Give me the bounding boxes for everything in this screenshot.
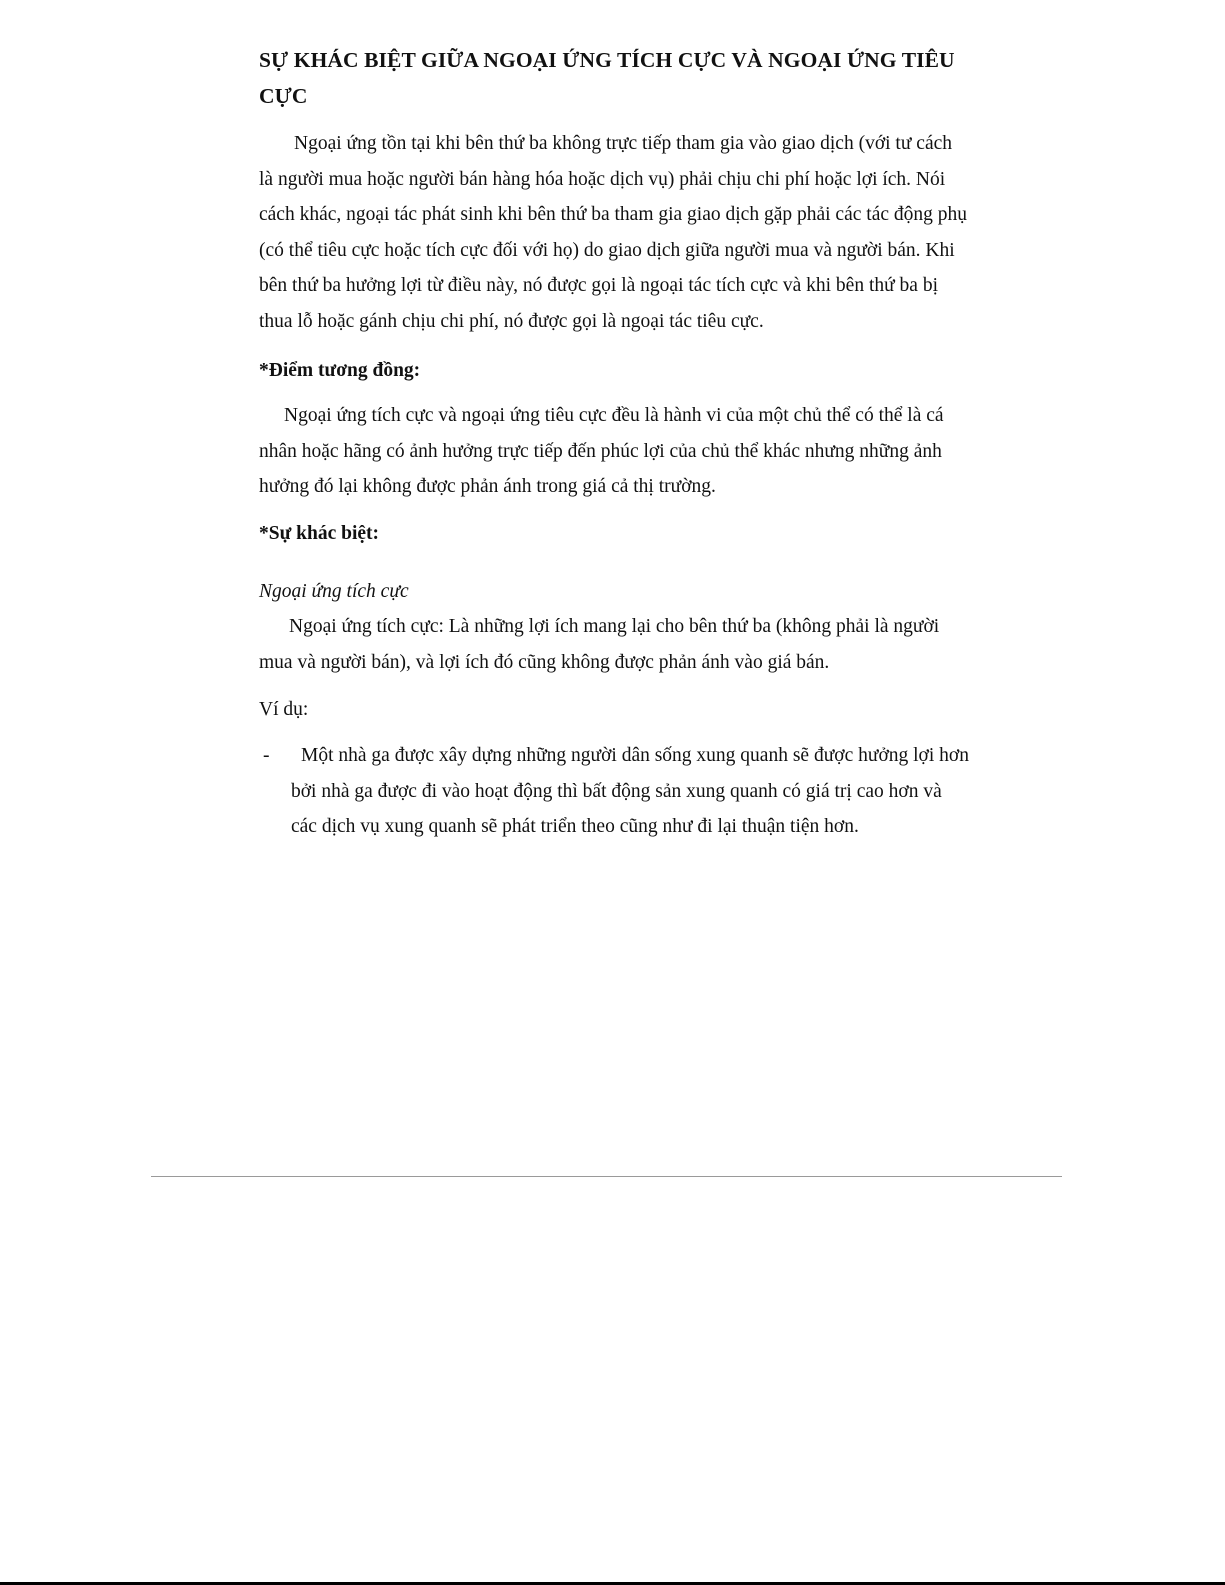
list-dash-marker: - [263, 744, 270, 766]
positive-externality-definition: Ngoại ứng tích cực: Là những lợi ích mang lại cho bên thứ ba (không phải là người mua và người bán), và lợi ích đó cũng không được phản ánh vào giá bán. [259, 616, 940, 673]
document-body [259, 42, 969, 845]
similarity-heading: *Điểm tương đồng: [259, 359, 421, 381]
similarity-paragraph: Ngoại ứng tích cực và ngoại ứng tiêu cực đều là hành vi của một chủ thể có thể là cá nhân hoặc hãng có ảnh hưởng trực tiếp đến phúc lợi của chủ thể khác nhưng những ảnh hưởng đó lại không được phản ánh trong giá cả thị trường. [259, 405, 944, 498]
difference-heading: *Sự khác biệt: [259, 522, 380, 544]
positive-externality-subheading: Ngoại ứng tích cực [259, 580, 409, 602]
example-text: Một nhà ga được xây dựng những người dân sống xung quanh sẽ được hưởng lợi hơn bởi nhà ga được đi vào hoạt động thì bất động sản xung quanh có giá trị cao hơn và các dịch vụ xung quanh sẽ phát triển theo cũng như đi lại thuận tiện hơn. [291, 744, 969, 838]
example-list-item [259, 738, 969, 845]
example-label: Ví dụ: [259, 699, 309, 721]
page-divider [151, 1176, 1062, 1177]
intro-paragraph: Ngoại ứng tồn tại khi bên thứ ba không trực tiếp tham gia vào giao dịch (với tư cách là người mua hoặc người bán hàng hóa hoặc dịch vụ) phải chịu chi phí hoặc lợi ích. Nói cách khác, ngoại tác phát sinh khi bên thứ ba tham gia giao dịch gặp phải các tác động phụ (có thể tiêu cực hoặc tích cực đối với họ) do giao dịch giữa người mua và người bán. Khi bên thứ ba hưởng lợi từ điều này, nó được gọi là ngoại tác tích cực và khi bên thứ ba bị thua lỗ hoặc gánh chịu chi phí, nó được gọi là ngoại tác tiêu cực. [259, 133, 967, 332]
document-title: SỰ KHÁC BIỆT GIỮA NGOẠI ỨNG TÍCH CỰC VÀ NGOẠI ỨNG TIÊU CỰC [259, 48, 955, 108]
